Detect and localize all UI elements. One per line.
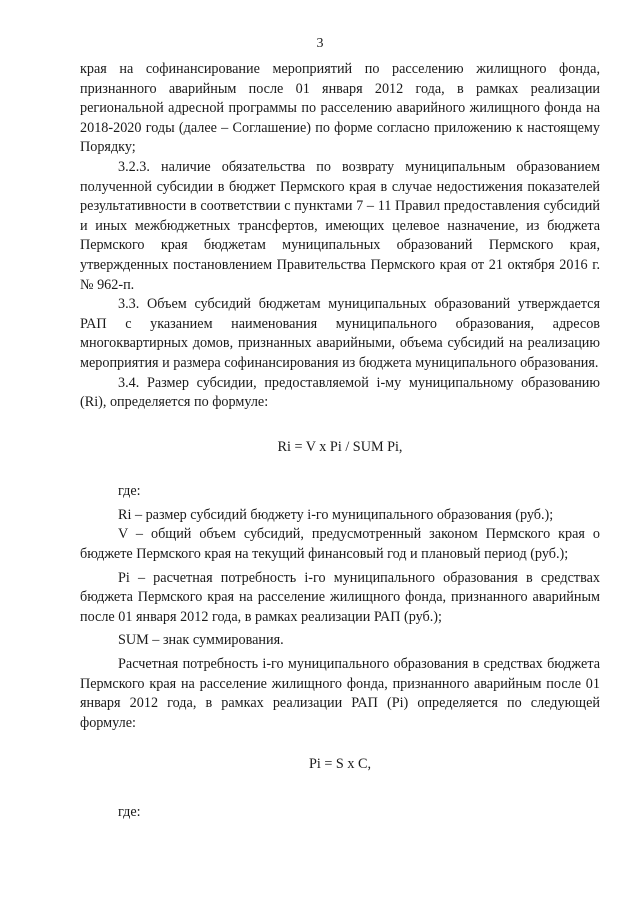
page-number: 3 xyxy=(316,36,324,51)
definition-pi: Pi – расчетная потребность i-го муниципального образования в средствах бюджета Пермского края на расселение жилищного фонда, признанного аварийным после 01 января 2012 года, в рамках реализации РАП (руб.); xyxy=(80,569,600,625)
paragraph-3-4: 3.4. Размер субсидии, предоставляемой i-му муниципальному образованию (Ri), определяется по формуле: xyxy=(80,374,600,411)
where-label: где: xyxy=(118,483,141,500)
where-label-2: где: xyxy=(118,804,141,820)
definition-v: V – общий объем субсидий, предусмотренный законом Пермского края о бюджете Пермского края на текущий финансовый год и плановый период (руб.); xyxy=(80,526,600,563)
paragraph-pi-calculation: Расчетная потребность i-го муниципального образования в средствах бюджета Пермского края на расселение жилищного фонда, признанного аварийным после 01 января 2012 года, в рамках реализации РАП (Pi) определяется по следующей формуле: xyxy=(80,656,600,731)
paragraph-3-2-3: 3.2.3. наличие обязательства по возврату муниципальным образованием полученной субсидии в бюджет Пермского края в случае недостижения показателей результативности в соответствии с пунктами 7 – 11 Правил предоставления субсидий и иных межбюджетных трансфертов, имеющих целевое назначение, из бюджета Пермского края бюджетам муниципальных образований Пермского края, утвержденных постановлением Правительства Пермского края от 21 октября 2016 г. № 962-п. xyxy=(80,158,600,293)
formula-pi: Pi = S x C, xyxy=(308,756,371,773)
definition-ri: Ri – размер субсидий бюджету i-го муниципального образования (руб.); xyxy=(118,506,554,523)
document-body xyxy=(80,60,600,823)
formula-ri: Ri = V x Pi / SUM Pi, xyxy=(277,438,403,455)
paragraph-agreement-continuation: края на софинансирование мероприятий по расселению жилищного фонда, признанного аварийным после 01 января 2012 года, в рамках реализации региональной адресной программы по расселению аварийного жилищного фонда на 2018-2020 годы (далее – Соглашение) по форме согласно приложению к настоящему Порядку; xyxy=(80,61,600,156)
definition-sum: SUM – знак суммирования. xyxy=(118,632,284,649)
paragraph-3-3: 3.3. Объем субсидий бюджетам муниципальных образований утверждается РАП с указанием наименования муниципального образования, адресов многоквартирных домов, признанных аварийными, объема субсидий на реализацию мероприятия и размера софинансирования из бюджета муниципального образования. xyxy=(80,296,600,371)
